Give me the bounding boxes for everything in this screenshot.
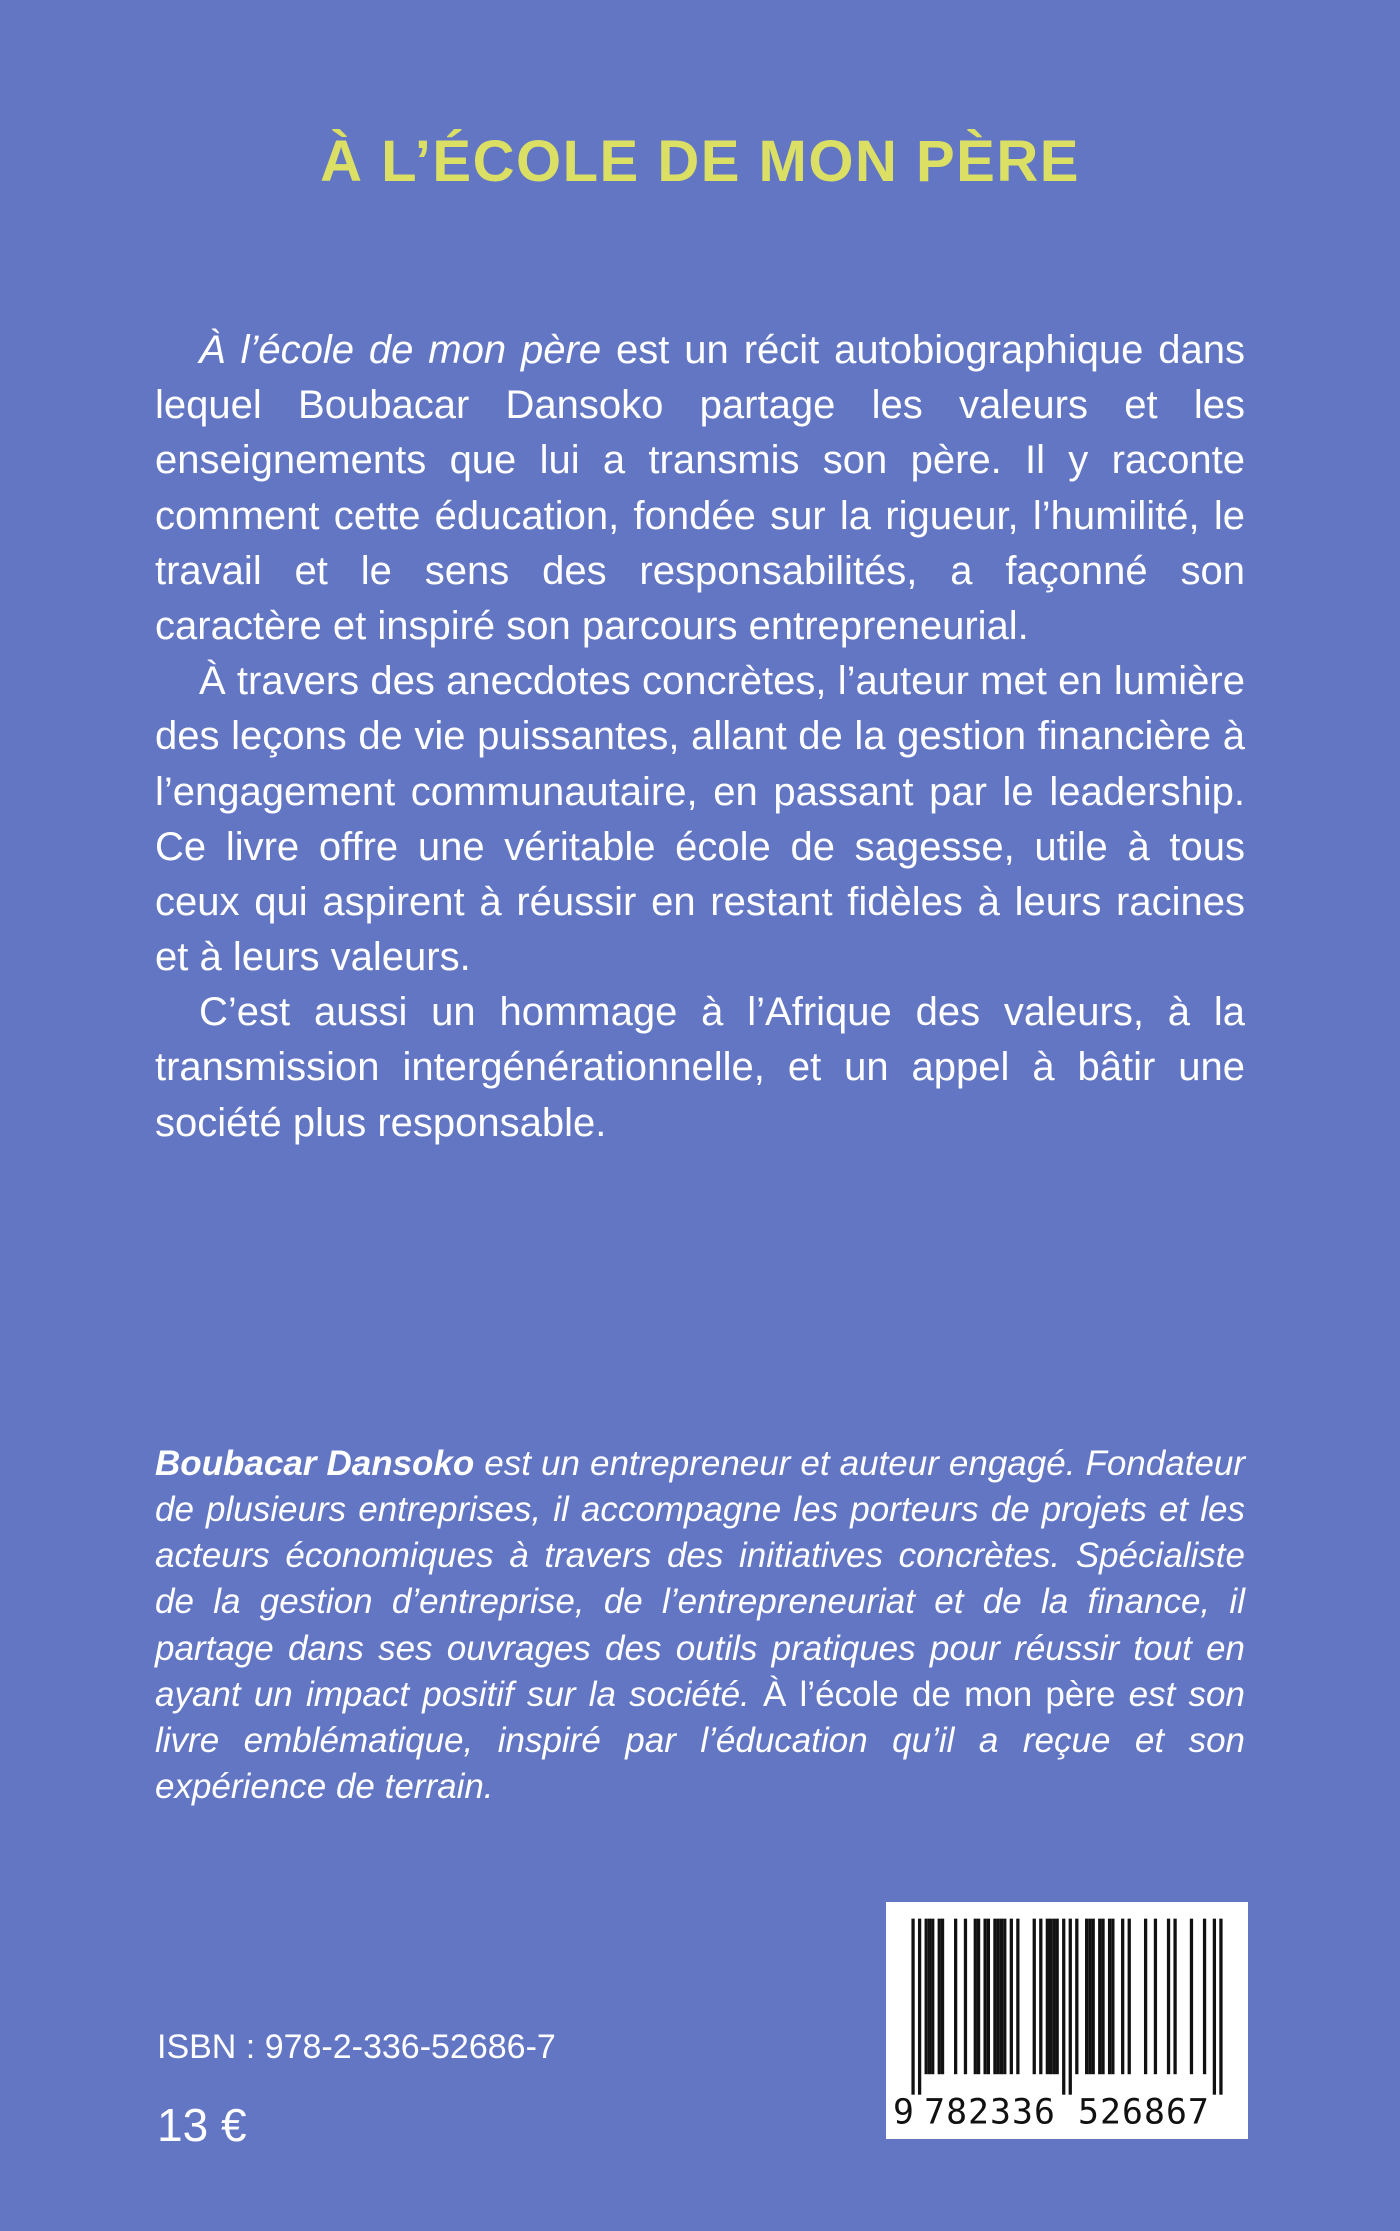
svg-text:9: 9 [893, 2091, 914, 2132]
price-label: 13 € [157, 2099, 247, 2151]
synopsis-block [155, 323, 1245, 1151]
author-bio-text-2: est son livre emblématique, inspiré par l’éducation qu’il a reçue et son expérience de terrain. [155, 1674, 1245, 1807]
barcode [886, 1902, 1248, 2139]
bio-book-title: À l’école de mon père [762, 1674, 1116, 1714]
author-name: Boubacar Dansoko [155, 1443, 475, 1483]
author-bio [155, 1441, 1245, 1811]
synopsis-paragraph-3: C’est aussi un hommage à l’Afrique des valeurs, à la transmission intergénérationnelle, et un appel à bâtir une société plus responsable. [155, 990, 1245, 1145]
synopsis-paragraph-1-text: est un récit autobiographique dans lequel Boubacar Dansoko partage les valeurs et les enseignements que lui a transmis son père. Il y raconte comment cette éducation, fondée sur la rigueur, l’humilité, le travail et le sens des responsabilités, a façonné son caractère et inspiré son parcours entrepreneurial. [155, 328, 1245, 648]
synopsis-book-title: À l’école de mon père [199, 328, 602, 372]
isbn-label: ISBN : 978-2-336-52686-7 [157, 2028, 556, 2066]
synopsis-paragraph-1 [155, 323, 1245, 654]
author-bio-text-1: est un entrepreneur et auteur engagé. Fondateur de plusieurs entreprises, il accompagne les porteurs de projets et les acteurs économiques à travers des initiatives concrètes. Spécialiste de la gestion d’entreprise, de l’entrepreneuriat et de la finance, il partage dans ses ouvrages des outils pratiques pour réussir tout en ayant un impact positif sur la société. [155, 1443, 1245, 1714]
synopsis-paragraph-2: À travers des anecdotes concrètes, l’auteur met en lumière des leçons de vie puissantes, allant de la gestion financière à l’engagement communautaire, en passant par le leadership. Ce livre offre une véritable école de sagesse, utile à tous ceux qui aspirent à réussir en restant fidèles à leurs racines et à leurs valeurs. [155, 659, 1245, 980]
book-title: À L’ÉCOLE DE MON PÈRE [320, 129, 1080, 194]
svg-text:526867: 526867 [1078, 2091, 1210, 2132]
barcode-image [893, 1910, 1241, 2132]
svg-text:782336: 782336 [924, 2091, 1056, 2132]
